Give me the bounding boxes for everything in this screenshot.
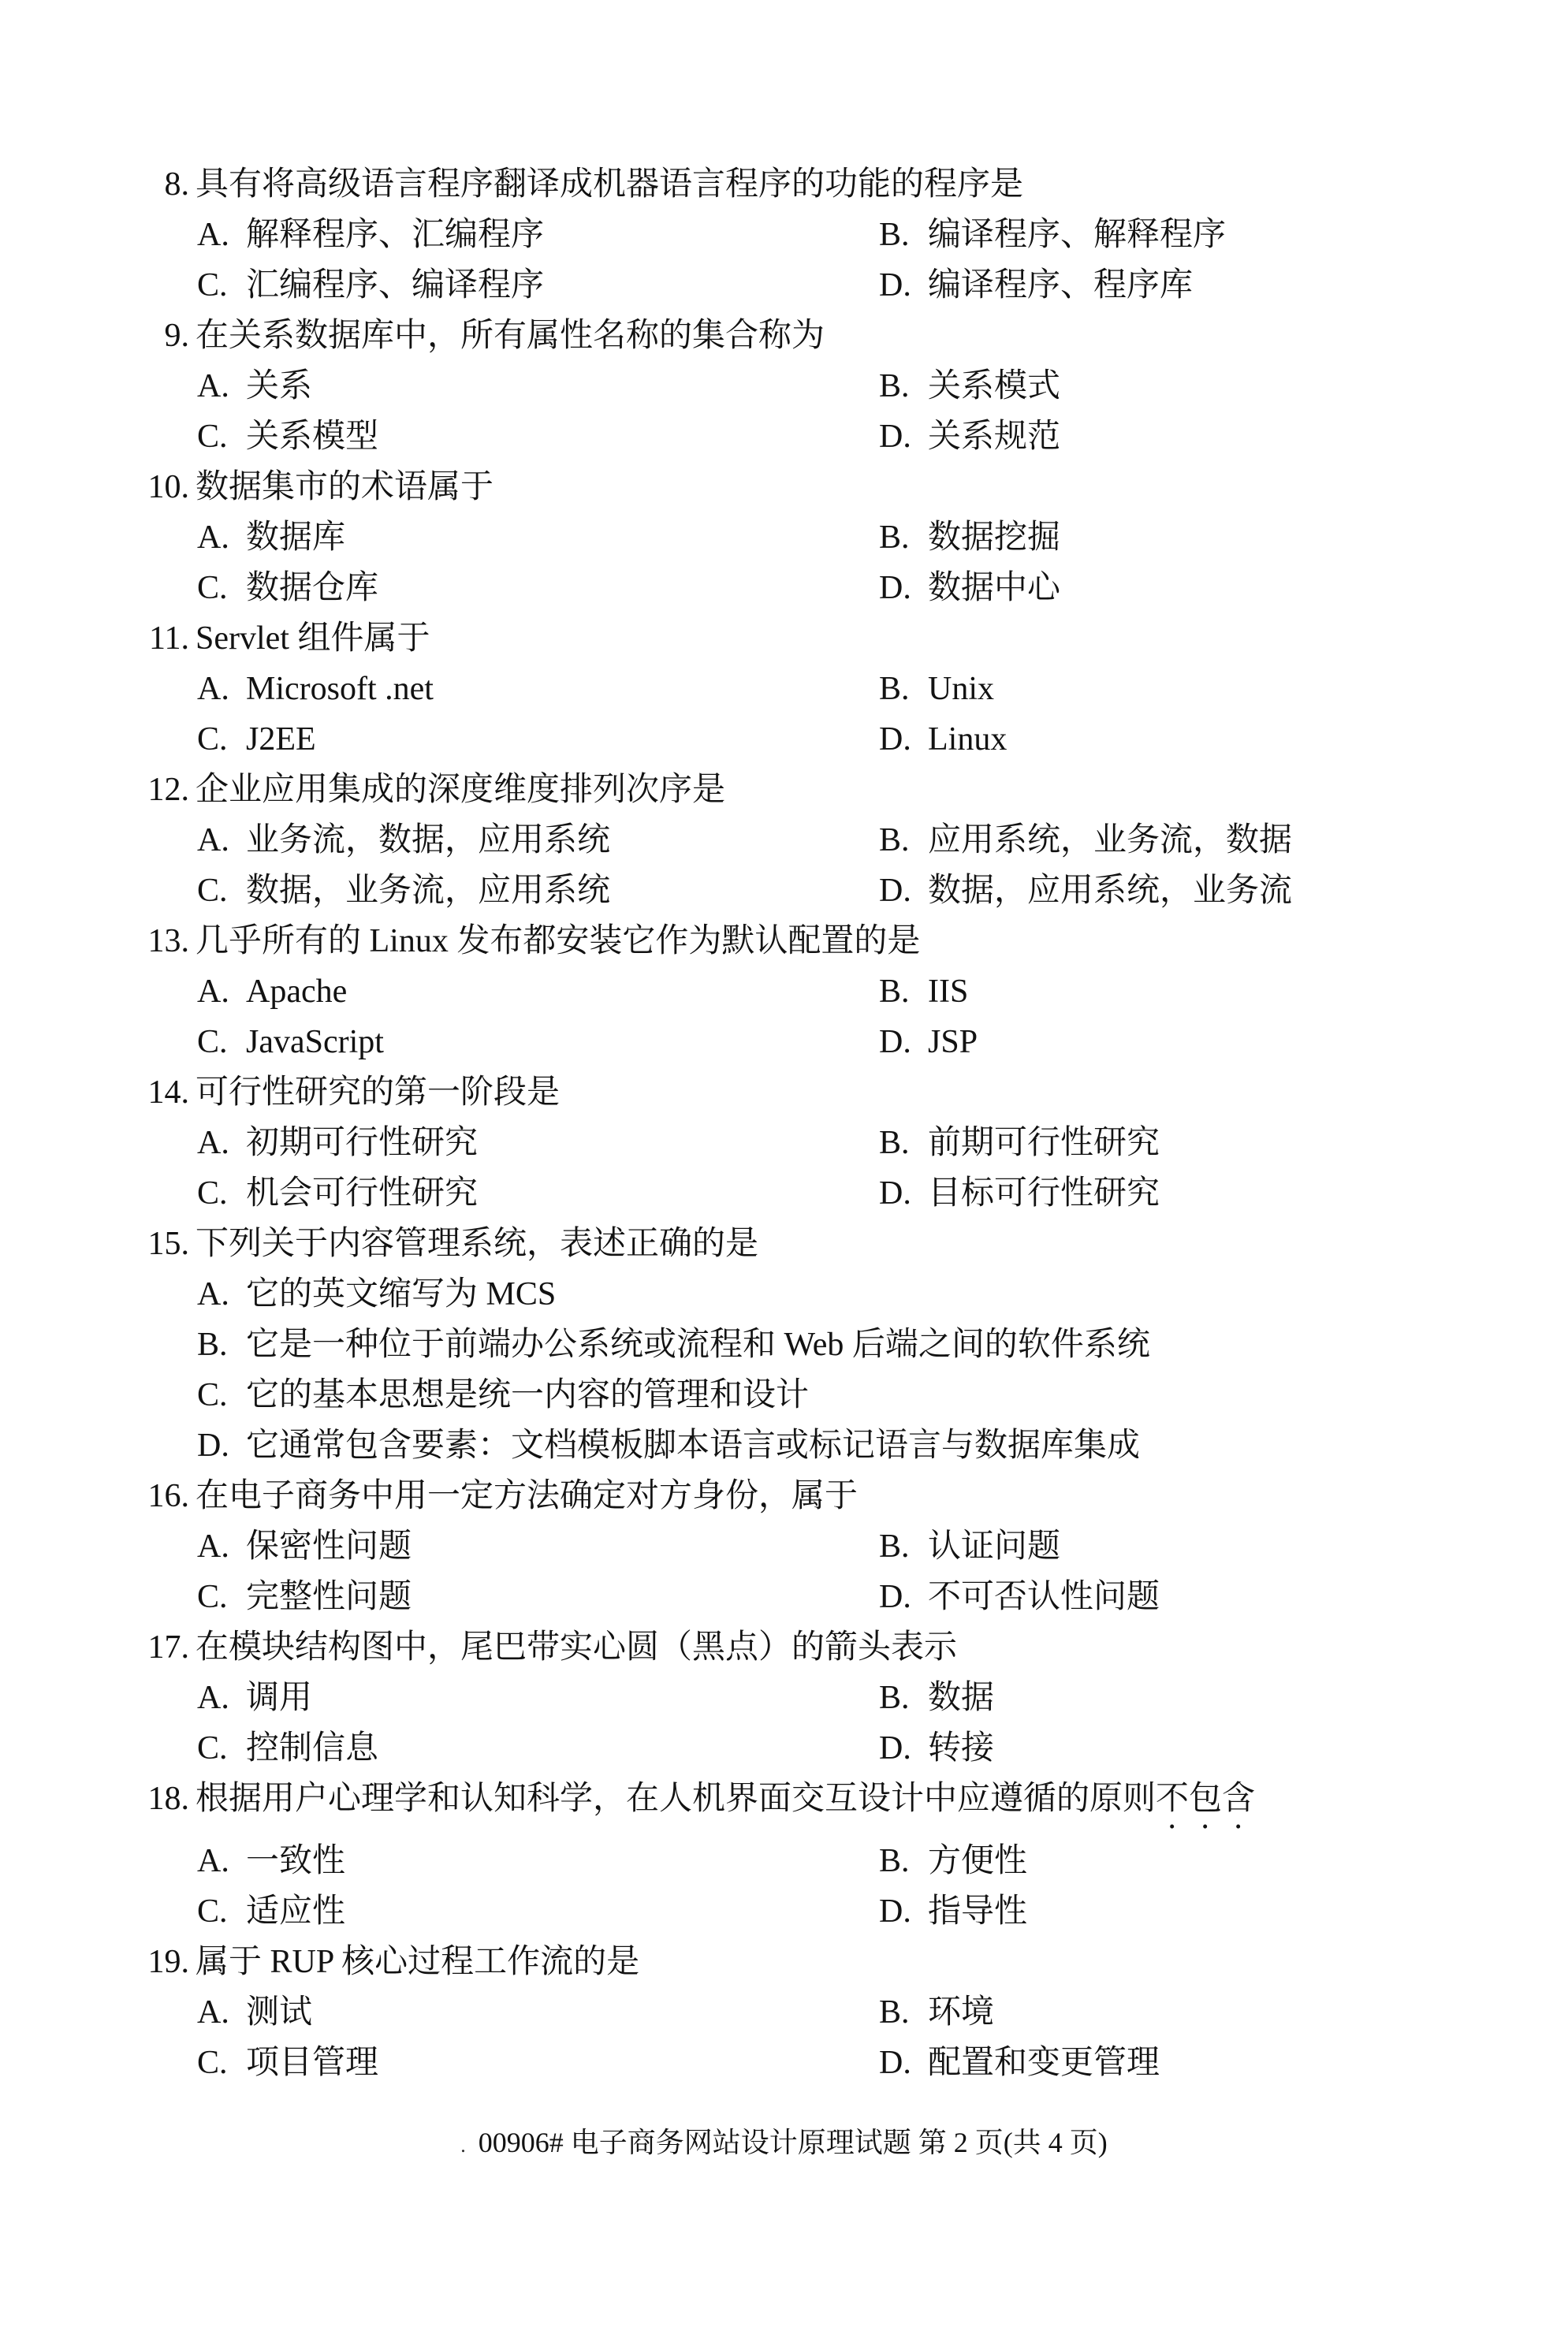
question — [136, 1219, 1568, 1471]
question-number: 8. — [164, 166, 189, 203]
option-row — [136, 1886, 1568, 1937]
option-row — [136, 2038, 1568, 2088]
question-stem-text: 在电子商务中用一定方法确定对方身份，属于 — [196, 1478, 858, 1514]
option-text: 转接 — [928, 1730, 995, 1767]
question-stem-line — [136, 311, 1568, 361]
option — [879, 210, 1226, 260]
question — [136, 462, 1568, 613]
question-stem-text: 企业应用集成的深度维度排列次序是 — [196, 772, 726, 808]
option — [197, 411, 879, 462]
option-text: 项目管理 — [246, 2045, 379, 2081]
question-stem — [196, 462, 493, 512]
option-label: A. — [197, 974, 229, 1010]
option — [197, 1420, 1140, 1471]
option-label: B. — [879, 1680, 910, 1716]
option-text: 它的英文缩写为 MCS — [246, 1276, 557, 1312]
question-stem-text: 下列关于内容管理系统，表述正确的是 — [196, 1226, 759, 1262]
option-label: C. — [197, 1730, 228, 1767]
option — [879, 1017, 978, 1067]
option-text: Microsoft .net — [246, 671, 434, 707]
option-label: C. — [197, 1893, 228, 1930]
question-number: 11. — [149, 620, 189, 657]
option — [879, 260, 1193, 311]
question-stem-line — [136, 1067, 1568, 1118]
question-stem-text: 属于 RUP 核心过程工作流的是 — [196, 1944, 640, 1980]
question-stem-emphasis: 不包含 — [1156, 1781, 1256, 1817]
option — [879, 512, 1060, 563]
footer-lead-mark: . — [460, 2134, 466, 2157]
option-text: 适应性 — [246, 1893, 346, 1930]
option — [197, 1723, 879, 1774]
question-number: 18. — [147, 1781, 189, 1817]
option-text: 关系模式 — [928, 368, 1061, 404]
option-text: 数据中心 — [928, 570, 1061, 606]
option-label: D. — [879, 1730, 911, 1767]
option-text: 保密性问题 — [246, 1528, 412, 1565]
option-text: 它通常包含要素：文档模板脚本语言或标记语言与数据库集成 — [246, 1428, 1141, 1464]
option-row — [136, 1723, 1568, 1774]
question — [136, 1937, 1568, 2088]
option-text: 数据挖掘 — [928, 519, 1061, 556]
question — [136, 311, 1568, 462]
option-text: 控制信息 — [246, 1730, 379, 1767]
option-text: JSP — [928, 1024, 978, 1060]
question-stem-text: 可行性研究的第一阶段是 — [196, 1074, 561, 1111]
option-text: Unix — [928, 671, 994, 707]
option-label: A. — [197, 519, 229, 556]
option-row — [136, 1836, 1568, 1886]
option-text: 初期可行性研究 — [246, 1125, 479, 1161]
option-text: 数据，业务流，应用系统 — [246, 873, 611, 909]
option — [879, 2038, 1160, 2088]
option-row — [136, 1420, 1568, 1471]
option — [197, 966, 879, 1017]
option-text: 数据，应用系统，业务流 — [928, 873, 1293, 909]
option-text: 不可否认性问题 — [928, 1579, 1160, 1615]
option — [197, 1836, 879, 1886]
question — [136, 916, 1568, 1067]
option-row — [136, 1987, 1568, 2038]
option-label: D. — [879, 1893, 911, 1930]
option-label: B. — [879, 519, 910, 556]
option-text: Linux — [928, 721, 1007, 758]
question-stem-text: 几乎所有的 Linux 发布都安装它作为默认配置的是 — [196, 923, 921, 959]
question-stem — [196, 1937, 639, 1987]
option-row — [136, 815, 1568, 866]
question-stem-text: 数据集市的术语属于 — [196, 469, 494, 505]
option-text: 完整性问题 — [246, 1579, 412, 1615]
question-stem — [196, 1622, 957, 1673]
option-text: 关系 — [246, 368, 313, 404]
option-text: 它的基本思想是统一内容的管理和设计 — [246, 1377, 810, 1413]
question-number: 10. — [147, 469, 189, 505]
question-stem-line — [136, 159, 1568, 210]
question — [136, 1471, 1568, 1622]
question-stem-text: 在模块结构图中，尾巴带实心圆（黑点）的箭头表示 — [196, 1629, 958, 1666]
option-label: B. — [879, 1528, 910, 1565]
option-text: 编译程序、解释程序 — [928, 217, 1227, 253]
option — [197, 1269, 556, 1320]
option-label: C. — [197, 1579, 228, 1615]
option — [879, 1987, 994, 2038]
option — [879, 411, 1060, 462]
option-row — [136, 714, 1568, 765]
option-row — [136, 1168, 1568, 1219]
question-number: 19. — [147, 1944, 189, 1980]
option-label: B. — [879, 974, 910, 1010]
option — [197, 1521, 879, 1572]
question-stem — [196, 1219, 758, 1269]
option-label: D. — [879, 2045, 911, 2081]
option-row — [136, 866, 1568, 916]
page-footer — [0, 2124, 1568, 2165]
question-number: 16. — [147, 1478, 189, 1514]
option — [197, 1572, 879, 1622]
option — [197, 1673, 879, 1723]
question-stem — [196, 311, 825, 361]
question-stem-line — [136, 916, 1568, 966]
option-text: 它是一种位于前端办公系统或流程和 Web 后端之间的软件系统 — [246, 1327, 1150, 1363]
option-text: 环境 — [928, 1994, 995, 2031]
option-label: D. — [879, 1579, 911, 1615]
option-text: 数据库 — [246, 519, 346, 556]
option — [197, 866, 879, 916]
option-row — [136, 260, 1568, 311]
option — [879, 966, 968, 1017]
option-label: A. — [197, 822, 229, 858]
option — [197, 2038, 879, 2088]
question-number: 14. — [147, 1074, 189, 1111]
question-number: 17. — [147, 1629, 189, 1666]
option — [879, 1836, 1027, 1886]
option-label: B. — [879, 368, 910, 404]
option — [197, 1118, 879, 1168]
option-text: 一致性 — [246, 1843, 346, 1879]
option — [197, 1168, 879, 1219]
question-number: 15. — [147, 1226, 189, 1262]
option-text: 前期可行性研究 — [928, 1125, 1160, 1161]
option — [879, 714, 1007, 765]
option-label: A. — [197, 1528, 229, 1565]
option-label: C. — [197, 721, 228, 758]
option-text: 测试 — [246, 1994, 313, 2031]
question-stem-line — [136, 1219, 1568, 1269]
option-row — [136, 1017, 1568, 1067]
option-label: B. — [879, 1125, 910, 1161]
option — [879, 563, 1060, 613]
option — [197, 1886, 879, 1937]
option — [197, 1370, 809, 1420]
option-label: A. — [197, 1843, 229, 1879]
option-text: 关系模型 — [246, 419, 379, 455]
option-row — [136, 563, 1568, 613]
option-label: D. — [879, 267, 911, 303]
option-label: C. — [197, 873, 228, 909]
option-label: A. — [197, 217, 229, 253]
option-text: 应用系统，业务流，数据 — [928, 822, 1293, 858]
option — [197, 664, 879, 714]
question-number: 9. — [164, 318, 189, 354]
option-text: 配置和变更管理 — [928, 2045, 1160, 2081]
question — [136, 1067, 1568, 1219]
option-label: C. — [197, 2045, 228, 2081]
option-label: A. — [197, 671, 229, 707]
option-row — [136, 1118, 1568, 1168]
question — [136, 1622, 1568, 1774]
option-label: B. — [197, 1327, 228, 1363]
option — [879, 664, 994, 714]
option-label: D. — [879, 419, 911, 455]
question-stem — [196, 613, 430, 664]
option-label: A. — [197, 1276, 229, 1312]
option — [197, 361, 879, 411]
option — [197, 714, 879, 765]
option-label: C. — [197, 1024, 228, 1060]
option-label: B. — [879, 217, 910, 253]
question-stem — [196, 1774, 1255, 1836]
option-text: 认证问题 — [928, 1528, 1061, 1565]
option-label: B. — [879, 1843, 910, 1879]
question-stem-line — [136, 613, 1568, 664]
option-label: C. — [197, 267, 228, 303]
option — [879, 1168, 1160, 1219]
option-label: B. — [879, 822, 910, 858]
option-label: A. — [197, 1994, 229, 2031]
option-text: 业务流，数据，应用系统 — [246, 822, 611, 858]
option-label: C. — [197, 1377, 228, 1413]
option-row — [136, 1370, 1568, 1420]
option-row — [136, 361, 1568, 411]
option — [197, 1017, 879, 1067]
option-text: JavaScript — [246, 1024, 384, 1060]
question-number: 12. — [147, 772, 189, 808]
option-label: B. — [879, 1994, 910, 2031]
question-stem — [196, 916, 920, 966]
option-label: D. — [879, 873, 911, 909]
question-stem-line — [136, 1622, 1568, 1673]
question-stem-line — [136, 1774, 1568, 1836]
option-label: A. — [197, 1125, 229, 1161]
option — [879, 1572, 1160, 1622]
option-text: 指导性 — [928, 1893, 1028, 1930]
question-stem — [196, 1067, 560, 1118]
option — [879, 1673, 994, 1723]
option-text: Apache — [246, 974, 348, 1010]
option — [197, 512, 879, 563]
option — [879, 361, 1060, 411]
option-row — [136, 1521, 1568, 1572]
question-stem-line — [136, 1937, 1568, 1987]
option — [879, 866, 1292, 916]
option-label: C. — [197, 419, 228, 455]
option-row — [136, 1269, 1568, 1320]
option — [879, 1118, 1160, 1168]
question-stem — [196, 765, 725, 815]
option — [879, 1886, 1027, 1937]
option-label: D. — [197, 1428, 229, 1464]
option — [197, 1987, 879, 2038]
option-row — [136, 411, 1568, 462]
option-row — [136, 966, 1568, 1017]
option-label: C. — [197, 1175, 228, 1212]
option-text: 数据 — [928, 1680, 995, 1716]
option-label: C. — [197, 570, 228, 606]
question-stem-text: 根据用户心理学和认知科学，在人机界面交互设计中应遵循的原则 — [196, 1781, 1156, 1817]
option-text: 关系规范 — [928, 419, 1061, 455]
option-text: 数据仓库 — [246, 570, 379, 606]
question-stem-line — [136, 1471, 1568, 1521]
option-label: B. — [879, 671, 910, 707]
question — [136, 613, 1568, 765]
option-text: 调用 — [246, 1680, 313, 1716]
option — [197, 260, 879, 311]
option-text: 方便性 — [928, 1843, 1028, 1879]
option — [197, 563, 879, 613]
option-text: 机会可行性研究 — [246, 1175, 479, 1212]
question-stem-text: 在关系数据库中，所有属性名称的集合称为 — [196, 318, 825, 354]
question-stem-line — [136, 765, 1568, 815]
option — [879, 815, 1292, 866]
question-stem — [196, 1471, 858, 1521]
question-stem-text: Servlet 组件属于 — [196, 620, 430, 657]
option-text: IIS — [928, 974, 969, 1010]
question — [136, 1774, 1568, 1937]
question-stem-text: 具有将高级语言程序翻译成机器语言程序的功能的程序是 — [196, 166, 1024, 203]
option-label: D. — [879, 1024, 911, 1060]
question-stem-line — [136, 462, 1568, 512]
option — [197, 815, 879, 866]
question-stem — [196, 159, 1023, 210]
option-text: 目标可行性研究 — [928, 1175, 1160, 1212]
option-row — [136, 512, 1568, 563]
option-row — [136, 1320, 1568, 1370]
footer-text: 00906# 电子商务网站设计原理试题 第 2 页(共 4 页) — [478, 2127, 1108, 2158]
option — [197, 1320, 1150, 1370]
option-label: D. — [879, 721, 911, 758]
option — [879, 1521, 1060, 1572]
option-text: 解释程序、汇编程序 — [246, 217, 545, 253]
option-row — [136, 1572, 1568, 1622]
option-row — [136, 1673, 1568, 1723]
option-text: 编译程序、程序库 — [928, 267, 1194, 303]
option-label: D. — [879, 1175, 911, 1212]
option-row — [136, 664, 1568, 714]
question — [136, 765, 1568, 916]
option — [879, 1723, 994, 1774]
option-text: 汇编程序、编译程序 — [246, 267, 545, 303]
option-label: A. — [197, 1680, 229, 1716]
option-text: J2EE — [246, 721, 316, 758]
option-label: D. — [879, 570, 911, 606]
question-number: 13. — [147, 923, 189, 959]
option — [197, 210, 879, 260]
option-label: A. — [197, 368, 229, 404]
option-row — [136, 210, 1568, 260]
question — [136, 159, 1568, 311]
